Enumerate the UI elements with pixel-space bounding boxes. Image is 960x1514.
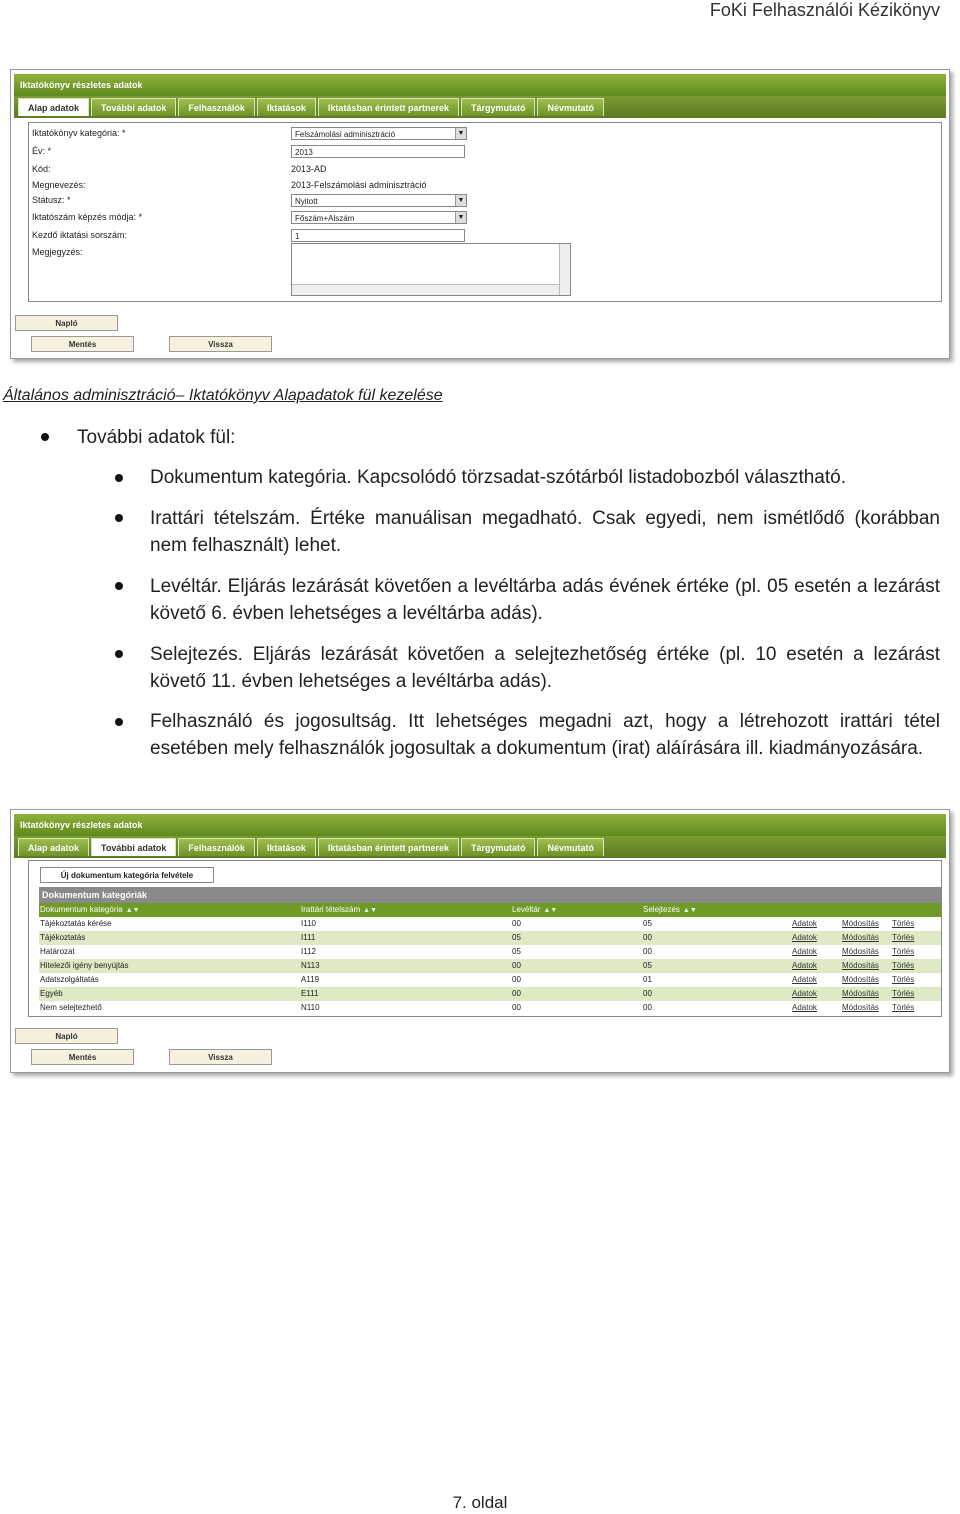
tab-alap-adatok[interactable]: Alap adatok — [18, 98, 89, 116]
sort-arrows-icon[interactable]: ▲▼ — [363, 907, 377, 914]
adatok-link[interactable]: Adatok — [792, 919, 817, 928]
cell-leveltar: 00 — [512, 975, 521, 984]
cell-kategoria: Tájékoztatás — [40, 933, 86, 942]
table-row — [39, 917, 941, 931]
col-header-tetel[interactable] — [301, 903, 377, 918]
label-megjegyzes: Megjegyzés: — [32, 247, 83, 257]
cell-leveltar: 00 — [512, 989, 521, 998]
cell-tetel: A119 — [301, 975, 320, 984]
naplo-button[interactable]: Napló — [15, 1028, 118, 1044]
screenshot-tovabbi-adatok — [10, 809, 950, 1073]
table-row — [39, 973, 941, 987]
form-panel — [28, 122, 942, 302]
tab-iktatasok[interactable]: Iktatások — [257, 98, 316, 116]
tab-tovabbi-adatok[interactable]: További adatok — [91, 98, 176, 116]
bullet-dot — [115, 582, 123, 590]
modositas-link[interactable]: Módosítás — [842, 919, 879, 928]
torles-link[interactable]: Törlés — [892, 961, 915, 970]
cell-selejtezes: 00 — [643, 989, 652, 998]
sort-arrows-icon[interactable]: ▲▼ — [543, 907, 558, 914]
mentes-button[interactable]: Mentés — [31, 1049, 134, 1065]
statusz-value: Nyitott — [295, 197, 318, 206]
tab-partnerek[interactable]: Iktatásban érintett partnerek — [318, 98, 459, 116]
torles-link[interactable]: Törlés — [892, 989, 915, 998]
megjegyzes-textarea[interactable] — [291, 243, 571, 296]
cell-kategoria: Hitelezői igény benyújtás — [40, 961, 129, 970]
kepzes-value: Főszám+Alszám — [295, 214, 355, 223]
tab-felhasznalok[interactable]: Felhasználók — [178, 98, 255, 116]
cell-selejtezes: 00 — [643, 1003, 652, 1012]
vissza-button[interactable]: Vissza — [169, 336, 272, 352]
cell-leveltar: 00 — [512, 961, 521, 970]
vissza-button[interactable]: Vissza — [169, 1049, 272, 1065]
megnevezes-value: 2013-Felszámolási adminisztráció — [291, 180, 427, 190]
cell-tetel: I111 — [301, 933, 316, 942]
kategoria-select[interactable] — [291, 127, 467, 140]
main-bullet-text: További adatok fül: — [77, 427, 236, 448]
col-header-selejtezes[interactable] — [643, 903, 697, 918]
modositas-link[interactable]: Módosítás — [842, 975, 879, 984]
tab-alap-adatok[interactable]: Alap adatok — [18, 838, 89, 856]
adatok-link[interactable]: Adatok — [792, 975, 817, 984]
cell-tetel: I110 — [301, 919, 316, 928]
bullet-item-2: Irattári tételszám. Értéke manuálisan megadható. Csak egyedi, nem ismétlődő (korábban nem felhasznált) lehet. — [150, 508, 940, 556]
modositas-link[interactable]: Módosítás — [842, 947, 879, 956]
table-row — [39, 1001, 941, 1015]
cell-kategoria: Határozat — [40, 947, 75, 956]
vertical-scrollbar[interactable] — [559, 244, 570, 295]
label-sorszam: Kezdő iktatási sorszám: — [32, 230, 128, 240]
sort-arrows-icon[interactable]: ▲▼ — [682, 907, 697, 914]
col-label: Dokumentum kategória — [40, 905, 123, 914]
cell-tetel: E111 — [301, 989, 319, 998]
torles-link[interactable]: Törlés — [892, 947, 915, 956]
modositas-link[interactable]: Módosítás — [842, 961, 879, 970]
cell-selejtezes: 01 — [643, 975, 652, 984]
bullet-dot — [115, 650, 123, 658]
col-label: Levéltár — [512, 905, 541, 914]
mentes-button[interactable]: Mentés — [31, 336, 134, 352]
col-label: Selejtezés — [643, 905, 680, 914]
cell-selejtezes: 05 — [643, 961, 652, 970]
chevron-down-icon: ▼ — [455, 128, 466, 139]
tab-targymutato[interactable]: Tárgymutató — [461, 838, 536, 856]
tab-partnerek[interactable]: Iktatásban érintett partnerek — [318, 838, 459, 856]
kod-value: 2013-AD — [291, 164, 327, 174]
adatok-link[interactable]: Adatok — [792, 961, 817, 970]
cell-leveltar: 05 — [512, 933, 521, 942]
cell-leveltar: 05 — [512, 947, 521, 956]
bullet-item-5: Felhasználó és jogosultság. Itt lehetséges megadni azt, hogy a létrehozott irattári tétel esetében mely felhasználók jogosultak a dokumentum (irat) aláírására ill. kiadmányozására. — [150, 711, 940, 759]
torles-link[interactable]: Törlés — [892, 933, 915, 942]
new-category-button[interactable]: Új dokumentum kategória felvétele — [40, 867, 214, 883]
bullet-dot — [115, 514, 123, 522]
cell-tetel: I112 — [301, 947, 316, 956]
tab-nevmutato[interactable]: Névmutató — [537, 98, 604, 116]
table-panel — [28, 860, 942, 1017]
label-kod: Kód: — [32, 164, 51, 174]
tab-nevmutato[interactable]: Névmutató — [537, 838, 604, 856]
tab-targymutato[interactable]: Tárgymutató — [461, 98, 536, 116]
naplo-button[interactable]: Napló — [15, 315, 118, 331]
cell-leveltar: 00 — [512, 1003, 521, 1012]
table-body — [39, 917, 941, 1015]
cell-tetel: N110 — [301, 1003, 320, 1012]
label-megnevezes: Megnevezés: — [32, 180, 86, 190]
label-ev: Év: * — [32, 146, 52, 156]
figure-caption: Általános adminisztráció– Iktatókönyv Alapadatok fül kezelése — [3, 387, 443, 404]
adatok-link[interactable]: Adatok — [792, 947, 817, 956]
cell-leveltar: 00 — [512, 919, 521, 928]
table-row — [39, 959, 941, 973]
cell-kategoria: Adatszolgáltatás — [40, 975, 99, 984]
cell-selejtezes: 05 — [643, 919, 652, 928]
modositas-link[interactable]: Módosítás — [842, 989, 879, 998]
chevron-down-icon: ▼ — [455, 212, 466, 223]
torles-link[interactable]: Törlés — [892, 919, 915, 928]
ev-input[interactable]: 2013 — [291, 145, 465, 158]
cell-selejtezes: 00 — [643, 947, 652, 956]
sorszam-input[interactable]: 1 — [291, 229, 465, 242]
adatok-link[interactable]: Adatok — [792, 1003, 817, 1012]
label-kepzes: Iktatószám képzés módja: * — [32, 212, 143, 222]
torles-link[interactable]: Törlés — [892, 1003, 915, 1012]
page-number: 7. oldal — [452, 1493, 508, 1512]
chevron-down-icon: ▼ — [455, 195, 466, 206]
table-row — [39, 987, 941, 1001]
cell-tetel: N113 — [301, 961, 320, 970]
tab-bar — [14, 836, 946, 858]
cell-kategoria: Nem selejtezhető — [40, 1003, 102, 1012]
tab-tovabbi-adatok[interactable]: További adatok — [91, 838, 176, 856]
label-statusz: Státusz: * — [32, 195, 71, 205]
tab-iktatasok[interactable]: Iktatások — [257, 838, 316, 856]
adatok-link[interactable]: Adatok — [792, 989, 817, 998]
label-kategoria: Iktatókönyv kategória: * — [32, 128, 126, 138]
bullet-item-3: Levéltár. Eljárás lezárását követően a levéltárba adás évének értéke (pl. 05 esetén a lezárást követő 6. évben lehetséges a levéltárba adás). — [150, 576, 940, 624]
col-header-leveltar[interactable] — [512, 903, 557, 918]
bullet-item-4: Selejtezés. Eljárás lezárását követően a selejtezhetőség értéke (pl. 10 esetén a lezárást követő 11. évben lehetséges a levéltárba adás). — [150, 644, 940, 692]
statusz-select[interactable] — [291, 194, 467, 207]
sort-arrows-icon[interactable]: ▲▼ — [125, 907, 140, 914]
bullet-item-1: Dokumentum kategória. Kapcsolódó törzsadat-szótárból listadobozból választható. — [150, 467, 846, 488]
window-title: Iktatókönyv részletes adatok — [14, 74, 946, 96]
modositas-link[interactable]: Módosítás — [842, 1003, 879, 1012]
window-title: Iktatókönyv részletes adatok — [14, 814, 946, 836]
bullet-dot — [115, 474, 123, 482]
kategoria-value: Felszámolási adminisztráció — [295, 130, 396, 139]
col-header-kategoria[interactable] — [40, 903, 140, 918]
table-row — [39, 931, 941, 945]
horizontal-scrollbar[interactable] — [292, 284, 559, 295]
cell-kategoria: Tájékoztatás kérése — [40, 919, 112, 928]
table-row — [39, 945, 941, 959]
table-header — [39, 903, 941, 917]
modositas-link[interactable]: Módosítás — [842, 933, 879, 942]
screenshot-alap-adatok — [10, 69, 950, 359]
tab-bar — [14, 96, 946, 118]
category-table — [39, 887, 941, 1015]
adatok-link[interactable]: Adatok — [792, 933, 817, 942]
page-header: FoKi Felhasználói Kézikönyv — [709, 0, 940, 20]
bullet-dot — [41, 433, 49, 441]
table-title: Dokumentum kategóriák — [39, 887, 941, 903]
col-label: Irattári tételszám — [301, 905, 361, 914]
cell-kategoria: Egyéb — [40, 989, 63, 998]
cell-selejtezes: 00 — [643, 933, 652, 942]
bullet-dot — [115, 718, 123, 726]
kepzes-select[interactable] — [291, 211, 467, 224]
tab-felhasznalok[interactable]: Felhasználók — [178, 838, 255, 856]
torles-link[interactable]: Törlés — [892, 975, 915, 984]
